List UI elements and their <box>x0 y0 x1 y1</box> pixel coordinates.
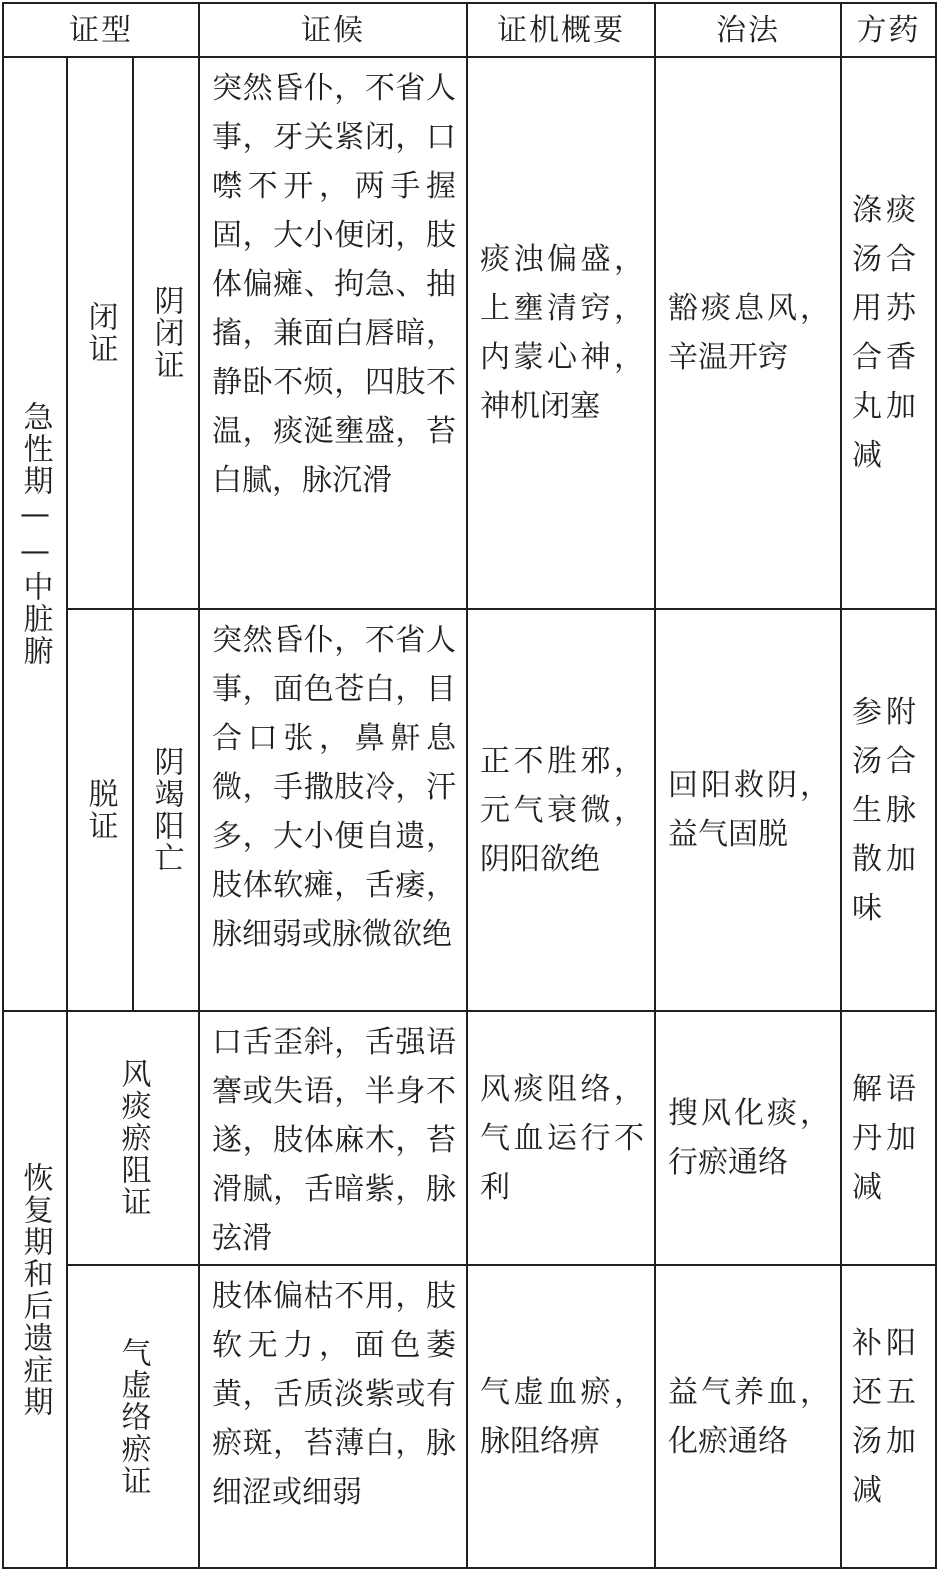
formula-cell: 补阳还五汤加减 <box>841 1265 936 1568</box>
treatment-cell: 回阳救阴，益气固脱 <box>655 609 841 1011</box>
treatment-cell: 益气养血，化瘀通络 <box>655 1265 841 1568</box>
formula-cell: 解语丹加减 <box>841 1011 936 1265</box>
mechanism-cell: 气虚血瘀，脉阻络痹 <box>467 1265 655 1568</box>
formula-cell: 涤痰汤合用苏合香丸加减 <box>841 57 936 609</box>
treatment-cell: 搜风化痰，行瘀通络 <box>655 1011 841 1265</box>
table-row <box>3 57 936 609</box>
mechanism-cell: 正不胜邪，元气衰微，阴阳欲绝 <box>467 609 655 1011</box>
header-mechanism: 证机概要 <box>467 3 655 57</box>
header-treatment: 治法 <box>655 3 841 57</box>
treatment-cell: 豁痰息风，辛温开窍 <box>655 57 841 609</box>
stage-acute: 急性期——中脏腑 <box>3 57 67 1011</box>
header-row <box>3 3 936 57</box>
symptoms-cell: 突然昏仆，不省人事，面色苍白，目合口张，鼻鼾息微，手撒肢冷，汗多，大小便自遗，肢体软瘫，舌痿，脉细弱或脉微欲绝 <box>199 609 467 1011</box>
syndrome-table <box>2 2 937 1569</box>
subtype-yin-closed: 阴闭证 <box>133 57 199 609</box>
stage-recovery: 恢复期和后遗症期 <box>3 1011 67 1568</box>
group-qi-deficiency: 气虚络瘀证 <box>67 1265 199 1568</box>
subtype-yin-yang-exhaust: 阴竭阳亡 <box>133 609 199 1011</box>
mechanism-cell: 风痰阻络，气血运行不利 <box>467 1011 655 1265</box>
mechanism-cell: 痰浊偏盛，上壅清窍，内蒙心神，神机闭塞 <box>467 57 655 609</box>
symptoms-cell: 突然昏仆，不省人事，牙关紧闭，口噤不开，两手握固，大小便闭，肢体偏瘫、拘急、抽搐，兼面白唇暗，静卧不烦，四肢不温，痰涎壅盛，苔白腻，脉沉滑 <box>199 57 467 609</box>
symptoms-cell: 口舌歪斜，舌强语謇或失语，半身不遂，肢体麻木，苔滑腻，舌暗紫，脉弦滑 <box>199 1011 467 1265</box>
table-row <box>3 1011 936 1265</box>
header-formula: 方药 <box>841 3 936 57</box>
table-row <box>3 609 936 1011</box>
group-collapse: 脱证 <box>67 609 133 1011</box>
formula-cell: 参附汤合生脉散加味 <box>841 609 936 1011</box>
header-type: 证型 <box>3 3 199 57</box>
symptoms-cell: 肢体偏枯不用，肢软无力，面色萎黄，舌质淡紫或有瘀斑，苔薄白，脉细涩或细弱 <box>199 1265 467 1568</box>
group-closed: 闭证 <box>67 57 133 609</box>
header-symptoms: 证候 <box>199 3 467 57</box>
table-row <box>3 1265 936 1568</box>
group-wind-phlegm: 风痰瘀阻证 <box>67 1011 199 1265</box>
